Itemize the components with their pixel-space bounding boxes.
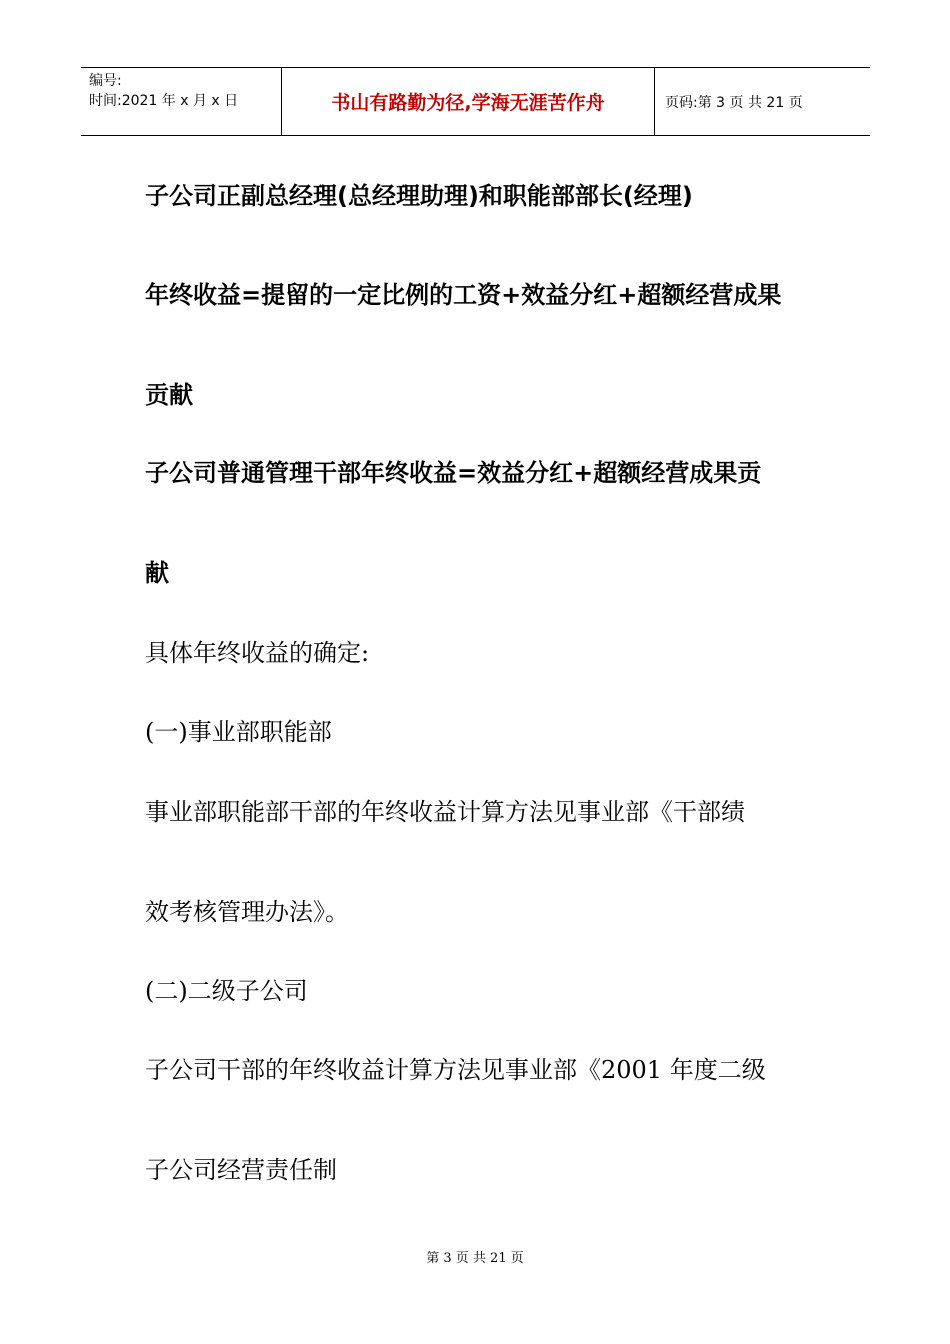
body-line-5: 献 bbox=[145, 559, 169, 587]
page-header bbox=[81, 67, 870, 136]
page-footer: 第 3 页 共 21 页 bbox=[426, 1251, 524, 1266]
body-line-11: 子公司干部的年终收益计算方法见事业部《2001 年度二级 bbox=[145, 1056, 766, 1084]
body-line-6: 具体年终收益的确定: bbox=[145, 639, 370, 667]
header-motto: 书山有路勤为径,学海无涯苦作舟 bbox=[331, 92, 605, 114]
body-line-8: 事业部职能部干部的年终收益计算方法见事业部《干部绩 bbox=[145, 798, 745, 826]
body-line-3: 贡献 bbox=[145, 381, 193, 409]
header-page-code: 页码:第 3 页 共 21 页 bbox=[665, 94, 803, 111]
body-line-12: 子公司经营责任制 bbox=[145, 1156, 337, 1184]
body-line-4: 子公司普通管理干部年终收益=效益分红+超额经营成果贡 bbox=[145, 459, 762, 487]
section-heading-2: (二)二级子公司 bbox=[145, 977, 308, 1005]
body-line-2: 年终收益=提留的一定比例的工资+效益分红+超额经营成果 bbox=[145, 281, 782, 309]
document-date-label: 时间:2021 年 x 月 x 日 bbox=[89, 93, 239, 109]
header-meta-cell bbox=[81, 68, 282, 135]
header-motto-cell bbox=[282, 68, 655, 135]
body-line-1: 子公司正副总经理(总经理助理)和职能部部长(经理) bbox=[145, 182, 693, 210]
document-number-label: 编号: bbox=[89, 73, 122, 89]
header-page-cell bbox=[655, 68, 870, 135]
body-line-9: 效考核管理办法》。 bbox=[145, 898, 349, 926]
section-heading-1: (一)事业部职能部 bbox=[145, 718, 332, 746]
